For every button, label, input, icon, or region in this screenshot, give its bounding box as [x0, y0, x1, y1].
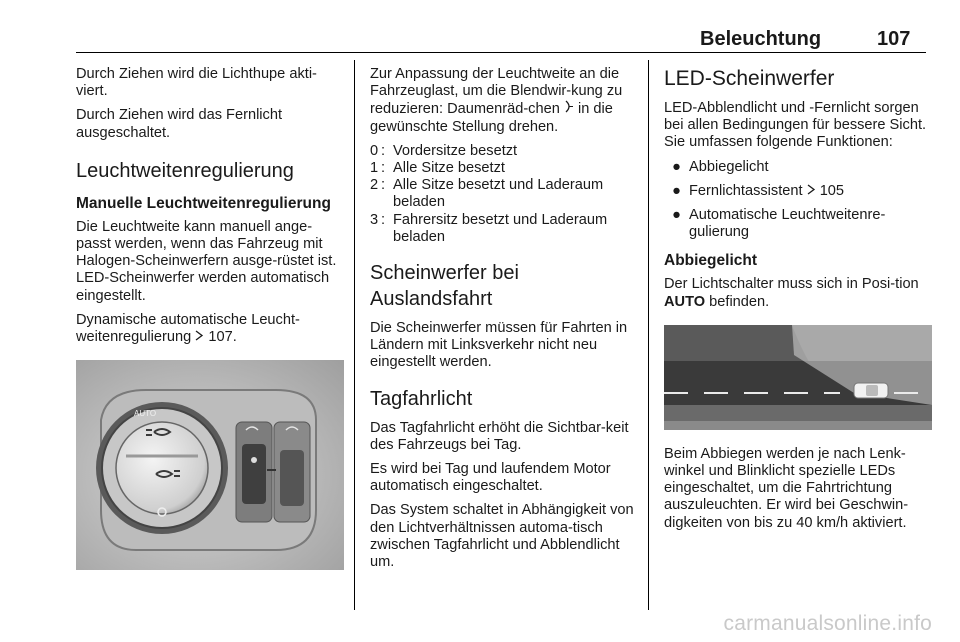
column-middle	[370, 66, 638, 578]
bullet-icon: ●	[672, 207, 681, 224]
switch-auto-label: AUTO	[134, 409, 157, 419]
paragraph: Es wird bei Tag und laufendem Motor automatisch eingeschaltet.	[370, 461, 611, 495]
page-reference-icon	[195, 329, 208, 345]
subsection-heading: Manuelle Leuchtweitenregulierung	[76, 194, 331, 212]
paragraph: Beim Abbiegen werden je nach Lenk-winkel und Blinklicht spezielle LEDs eingeschaltet, um die Fahrtrichtung auszuleuchten. Er wird bei Geschwin-digkeiten von bis zu 40 km/h aktiviert.	[664, 445, 909, 531]
headlight-range-icon	[564, 101, 578, 117]
light-switch-panel-image	[76, 360, 344, 570]
list-item: 2 : Alle Sitze besetzt und Laderaum beladen	[370, 177, 604, 211]
bullet-icon: ●	[672, 182, 681, 199]
paragraph: LED-Abblendlicht und -Fernlicht sorgen bei allen Bedingungen für bessere Sicht. Sie umfassen folgende Funktionen:	[664, 100, 927, 151]
paragraph: Durch Ziehen wird das Fernlicht ausgeschaltet.	[76, 107, 283, 141]
column-divider	[354, 60, 355, 610]
car-icon	[854, 383, 888, 398]
list-item: ● Abbiegelicht	[664, 159, 932, 176]
subsection-heading: Abbiegelicht	[664, 252, 758, 270]
list-item: 0 : Vordersitze besetzt	[370, 142, 518, 159]
section-heading: Tagfahrlicht	[370, 387, 473, 410]
watermark: carmanualsonline.info	[723, 612, 932, 635]
list-item: 1 : Alle Sitze besetzt	[370, 160, 505, 177]
paragraph-text: Dynamische automatische Leucht-weitenregulierung	[76, 311, 300, 346]
column-divider	[648, 60, 649, 610]
feature-bullet-list	[664, 159, 932, 242]
page-header-title: Beleuchtung	[700, 28, 822, 50]
paragraph	[76, 312, 344, 346]
page-reference-link[interactable]: 105	[819, 182, 845, 199]
auto-position-label: AUTO	[664, 293, 706, 310]
load-position-list	[370, 143, 638, 246]
page-reference-icon	[807, 183, 816, 199]
paragraph: Das Tagfahrlicht erhöht die Sichtbar-keit des Fahrzeugs bei Tag.	[370, 419, 629, 453]
paragraph	[370, 66, 638, 136]
cornering-light-road-image	[664, 325, 932, 430]
page-reference-link[interactable]: 107.	[208, 329, 237, 346]
paragraph: Der Lichtschalter muss sich in Posi-tion AUTO befinden.	[664, 276, 919, 310]
list-item: ● Fernlichtassistent 105	[664, 183, 932, 200]
column-right	[664, 66, 932, 539]
list-item: 3 : Fahrersitz besetzt und Laderaum beladen	[370, 211, 608, 245]
page-number: 107	[877, 28, 911, 50]
bullet-icon: ●	[672, 158, 681, 175]
column-left	[76, 66, 344, 570]
section-heading: Leuchtweitenregulierung	[76, 159, 294, 182]
paragraph: Durch Ziehen wird die Lichthupe akti-viert.	[76, 66, 317, 100]
list-item: ● Automatische Leuchtweitenre-gulierung	[664, 207, 932, 241]
header-rule	[76, 52, 926, 53]
paragraph: Das System schaltet in Abhängigkeit von den Lichtverhältnissen automa-tisch zwischen Tagfahrlicht und Abblendlicht um.	[370, 502, 634, 571]
paragraph: Die Scheinwerfer müssen für Fahrten in Ländern mit Linksverkehr nicht neu eingestellt werden.	[370, 320, 628, 371]
paragraph-text: Zur Anpassung der Leuchtweite an die Fahrzeuglast, um die Blendwir-kung zu reduzieren: Daumenräd-chen	[370, 66, 623, 118]
paragraph-text: in die gewünschte Stellung drehen.	[370, 101, 613, 135]
section-heading: LED-Scheinwerfer	[664, 67, 835, 90]
section-heading: Scheinwerfer bei Auslandsfahrt	[370, 262, 519, 311]
paragraph: Die Leuchtweite kann manuell ange-passt werden, wenn das Fahrzeug mit Halogen-Scheinwerfern ausge-rüstet ist. LED-Scheinwerfer werden automatisch eingestellt.	[76, 218, 337, 304]
